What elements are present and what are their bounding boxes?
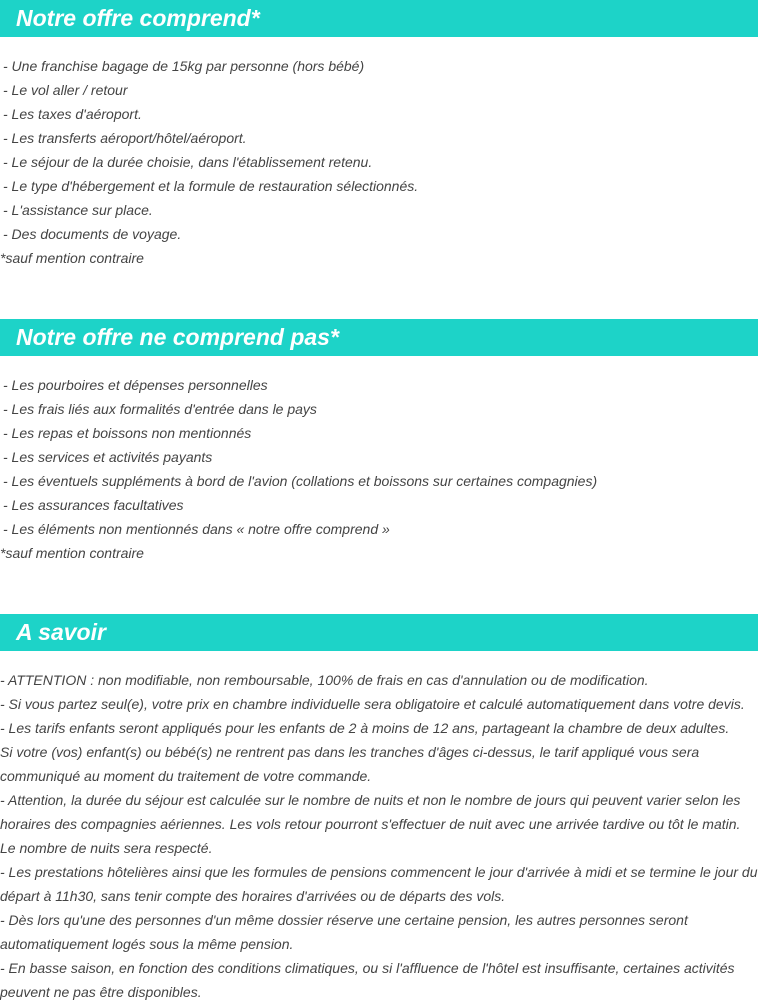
info-paragraph: - Si vous partez seul(e), votre prix en chambre individuelle sera obligatoire et calculé automatiquement dans votre devis. [0,696,745,712]
info-paragraph: - Dès lors qu'une des personnes d'un même dossier réserve une certaine pension, les autres personnes seront automatiquement logés sous la même pension. [0,912,688,952]
list-item: - Les repas et boissons non mentionnés [3,425,252,441]
section-title: A savoir [0,614,758,651]
footnote: *sauf mention contraire [0,250,144,266]
info-paragraph: - Attention, la durée du séjour est calculée sur le nombre de nuits et non le nombre de jours qui peuvent varier selon les horaires des compagnies aériennes. Les vols retour pourront s'effectuer de nuit avec une arrivée tardive ou tôt le matin. Le nombre de nuits sera respecté. [0,792,741,856]
list-item: - Les transferts aéroport/hôtel/aéroport. [3,130,247,146]
list-item: - L'assistance sur place. [3,202,153,218]
info-paragraph: - Les prestations hôtelières ainsi que les formules de pensions commencent le jour d'arrivée à midi et se termine le jour du départ à 11h30, sans tenir compte des horaires d'arrivées ou de départs des vols. [0,864,758,904]
list-item: - Les pourboires et dépenses personnelles [3,377,268,393]
list-item: - Le séjour de la durée choisie, dans l'établissement retenu. [3,154,373,170]
section-title: Notre offre comprend* [0,0,758,37]
list-item: - Des documents de voyage. [3,226,182,242]
list-item: - Les assurances facultatives [3,497,184,513]
section-good-to-know [0,614,758,1004]
info-paragraph: - ATTENTION : non modifiable, non remboursable, 100% de frais en cas d'annulation ou de modification. [0,672,649,688]
list-item: - Les taxes d'aéroport. [3,106,142,122]
section-title: Notre offre ne comprend pas* [0,319,758,356]
footnote: *sauf mention contraire [0,545,144,561]
list-item: - Les frais liés aux formalités d'entrée dans le pays [3,401,317,417]
section-offer-excludes [0,319,758,565]
info-paragraph: - En basse saison, en fonction des conditions climatiques, ou si l'affluence de l'hôtel est insuffisante, certaines activités peuvent ne pas être disponibles. [0,960,735,1000]
info-paragraph: - Les tarifs enfants seront appliqués pour les enfants de 2 à moins de 12 ans, partageant la chambre de deux adultes. [0,720,730,736]
list-item: - Les services et activités payants [3,449,213,465]
list-item: - Le vol aller / retour [3,82,128,98]
list-item: - Les éventuels suppléments à bord de l'avion (collations et boissons sur certaines compagnies) [3,473,598,489]
info-paragraph: Si votre (vos) enfant(s) ou bébé(s) ne rentrent pas dans les tranches d'âges ci-dessus, le tarif appliqué vous sera communiqué au moment du traitement de votre commande. [0,744,700,784]
list-item: - Le type d'hébergement et la formule de restauration sélectionnés. [3,178,419,194]
info-paragraphs [0,668,758,1004]
list-item: - Une franchise bagage de 15kg par personne (hors bébé) [3,58,365,74]
included-list [0,54,758,246]
excluded-list [0,373,758,541]
list-item: - Les éléments non mentionnés dans « notre offre comprend » [3,521,390,537]
section-offer-includes [0,0,758,270]
